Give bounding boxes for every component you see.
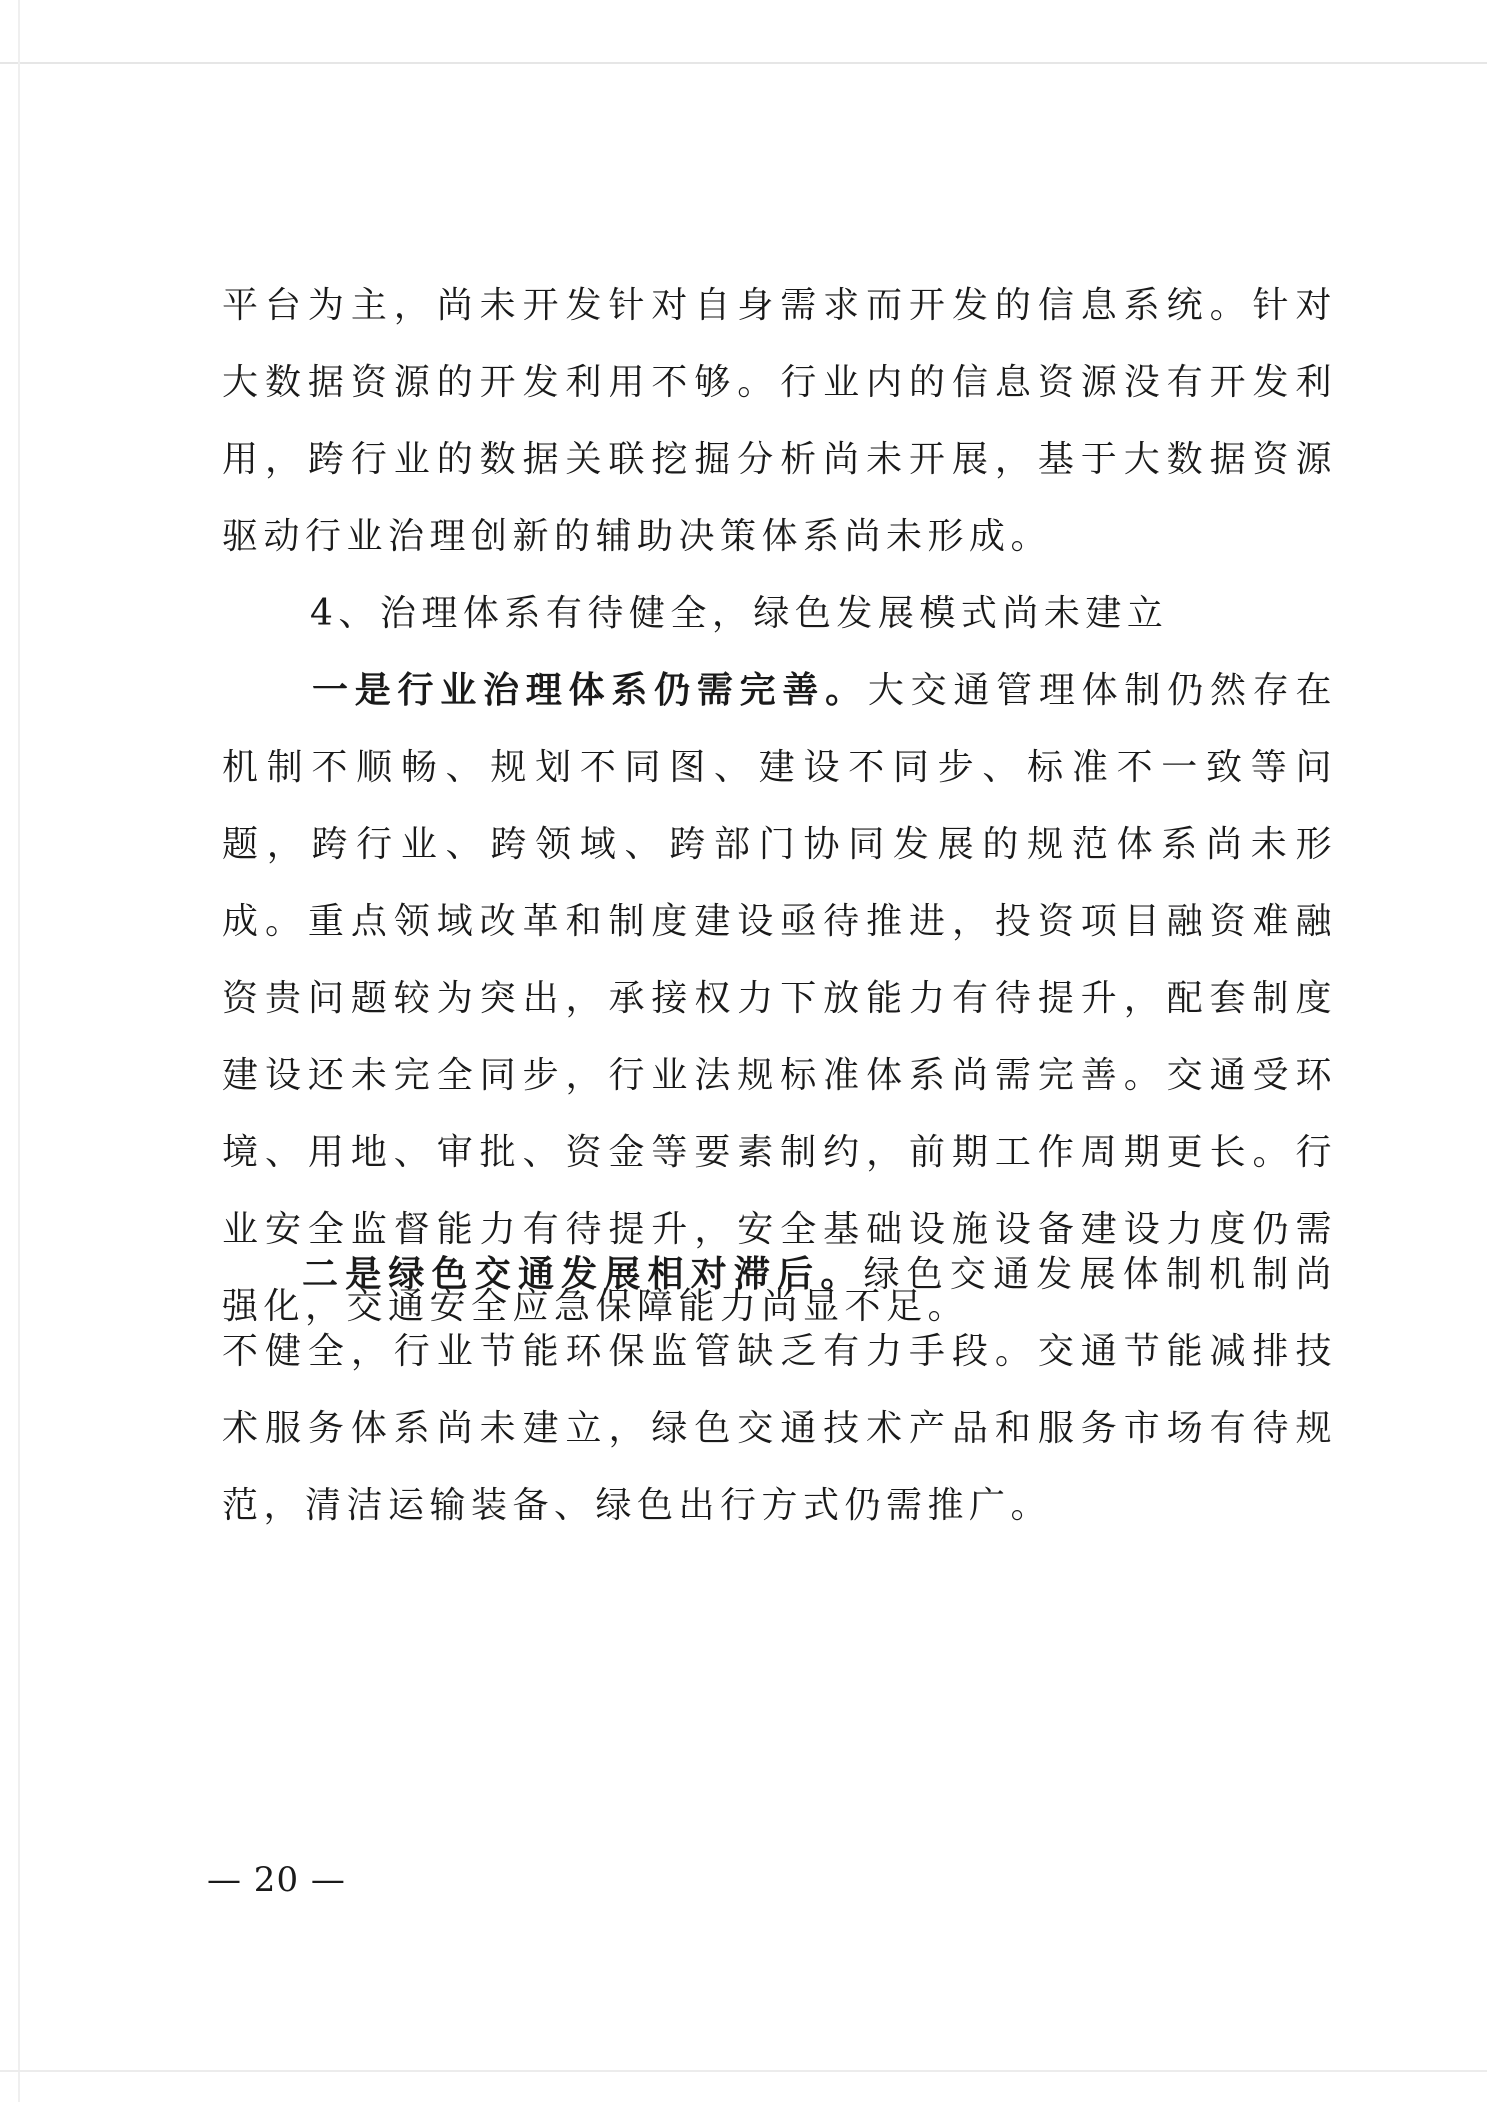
scan-edge-bottom: [0, 2070, 1487, 2072]
scan-edge-top: [0, 62, 1487, 64]
paragraph-governance-body: 大交通管理体制仍然存在机制不顺畅、规划不同图、建设不同步、标准不一致等问题，跨行业、跨领域、跨部门协同发展的规范体系尚未形成。重点领域改革和制度建设亟待推进，投资项目融资难融资贵问题较为突出，承接权力下放能力有待提升，配套制度建设还未完全同步，行业法规标准体系尚需完善。交通受环境、用地、审批、资金等要素制约，前期工作周期更长。行业安全监督能力有待提升，安全基础设施设备建设力度仍需强化，交通安全应急保障能力尚显不足。: [222, 670, 1337, 1327]
paragraph-green-transport-lead: 二是绿色交通发展相对滞后。: [302, 1253, 864, 1295]
scan-edge-left: [18, 0, 20, 2102]
paragraph-governance-lead: 一是行业治理体系仍需完善。: [312, 669, 868, 711]
page-number: — 20 —: [207, 1860, 346, 1900]
section-heading-4: 4、治理体系有待健全，绿色发展模式尚未建立: [310, 593, 1169, 634]
paragraph-green-transport: [222, 1236, 1337, 1544]
paragraph-green-transport-body: 绿色交通发展体制机制尚不健全，行业节能环保监管缺乏有力手段。交通节能减排技术服务体系尚未建立，绿色交通技术产品和服务市场有待规范，清洁运输装备、绿色出行方式仍需推广。: [222, 1254, 1337, 1526]
paragraph-continued: 平台为主，尚未开发针对自身需求而开发的信息系统。针对大数据资源的开发利用不够。行业内的信息资源没有开发利用，跨行业的数据关联挖掘分析尚未开展，基于大数据资源驱动行业治理创新的辅助决策体系尚未形成。: [222, 285, 1337, 557]
